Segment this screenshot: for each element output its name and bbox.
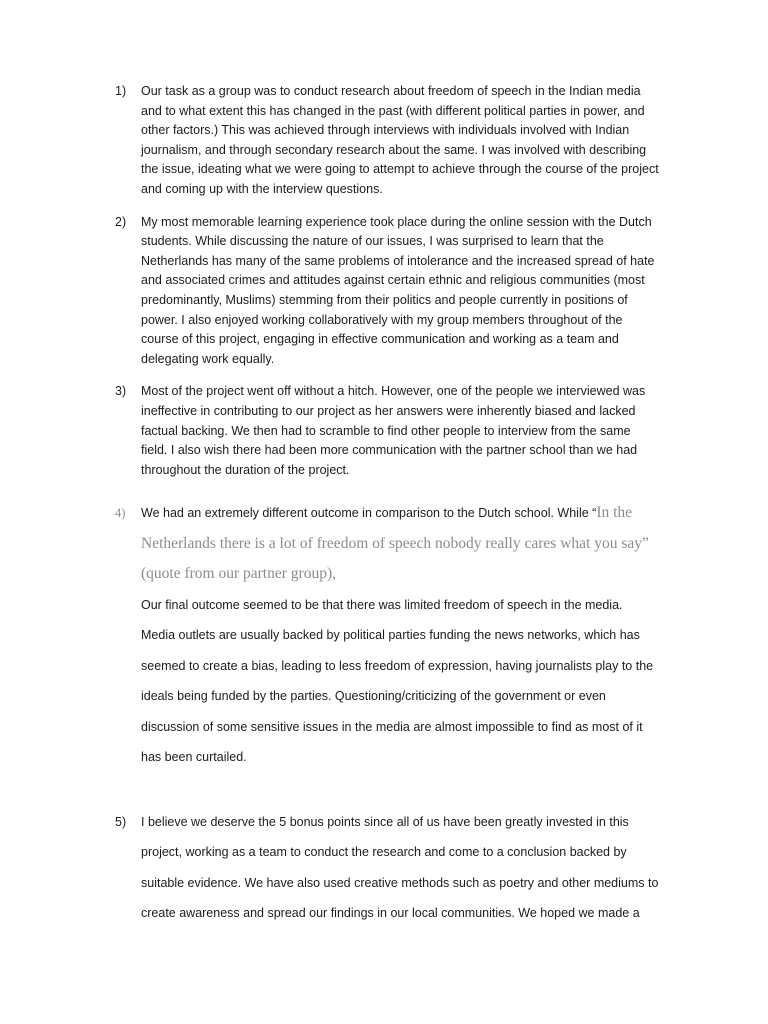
item-content	[141, 82, 660, 200]
item-content	[141, 382, 660, 480]
paragraph-text: My most memorable learning experience took place during the online session with the Dutch students. While discussing the nature of our issues, I was surprised to learn that the Netherlands has many of the same problems of intolerance and the increased spread of hate and associated crimes and attitudes against certain ethnic and religious communities (most predominantly, Muslims) stemming from their politics and people currently in positions of power. I also enjoyed working collaboratively with my group members throughout of the course of this project, engaging in effective communication and working as a team and delegating work equally.	[141, 214, 655, 366]
list-item	[115, 498, 660, 773]
numbered-list	[115, 82, 660, 929]
item-number: 2)	[115, 214, 127, 229]
list-item	[115, 382, 660, 480]
paragraph-text: Our task as a group was to conduct research about freedom of speech in the Indian media and to what extent this has changed in the past (with different political parties in power, and other factors.) This was achieved through interviews with individuals involved with Indian journalism, and through secondary research about the same. I was involved with describing the issue, ideating what we were going to attempt to achieve through the course of the project and coming up with the interview questions.	[141, 84, 659, 196]
list-item	[115, 82, 660, 200]
item-number: 3)	[115, 384, 127, 399]
item-content	[141, 213, 660, 370]
item-number: 4)	[115, 506, 126, 521]
list-item	[115, 807, 660, 929]
item-content	[141, 807, 660, 929]
paragraph-text: I believe we deserve the 5 bonus points since all of us have been greatly invested in this project, working as a team to conduct the research and come to a conclusion backed by suitable evidence. We have also used creative methods such as poetry and other mediums to create awareness and spread our findings in our local communities. We hoped we made a	[141, 814, 659, 921]
item-number: 1)	[115, 84, 127, 98]
item-content	[141, 498, 660, 773]
paragraph-text: Most of the project went off without a hitch. However, one of the people we interviewed was ineffective in contributing to our project as her answers were inherently biased and lacked factual backing. We then had to scramble to find other people to interview from the same field. I also wish there had been more communication with the partner school than we had throughout the duration of the project.	[141, 384, 646, 477]
list-item	[115, 213, 660, 370]
item-number: 5)	[115, 814, 127, 829]
quote-text: In the Netherlands there is a lot of freedom of speech nobody really cares what you say” (quote from our partner group),	[141, 504, 649, 583]
paragraph-text: Our final outcome seemed to be that there was limited freedom of speech in the media. Media outlets are usually backed by political parties funding the news networks, which has seemed to create a bias, leading to less freedom of expression, having journalists play to the ideals being funded by the parties. Questioning/criticizing of the government or even discussion of some sensitive issues in the media are almost impossible to find as most of it has been curtailed.	[141, 597, 654, 765]
paragraph-text: We had an extremely different outcome in comparison to the Dutch school. While “	[141, 506, 597, 521]
